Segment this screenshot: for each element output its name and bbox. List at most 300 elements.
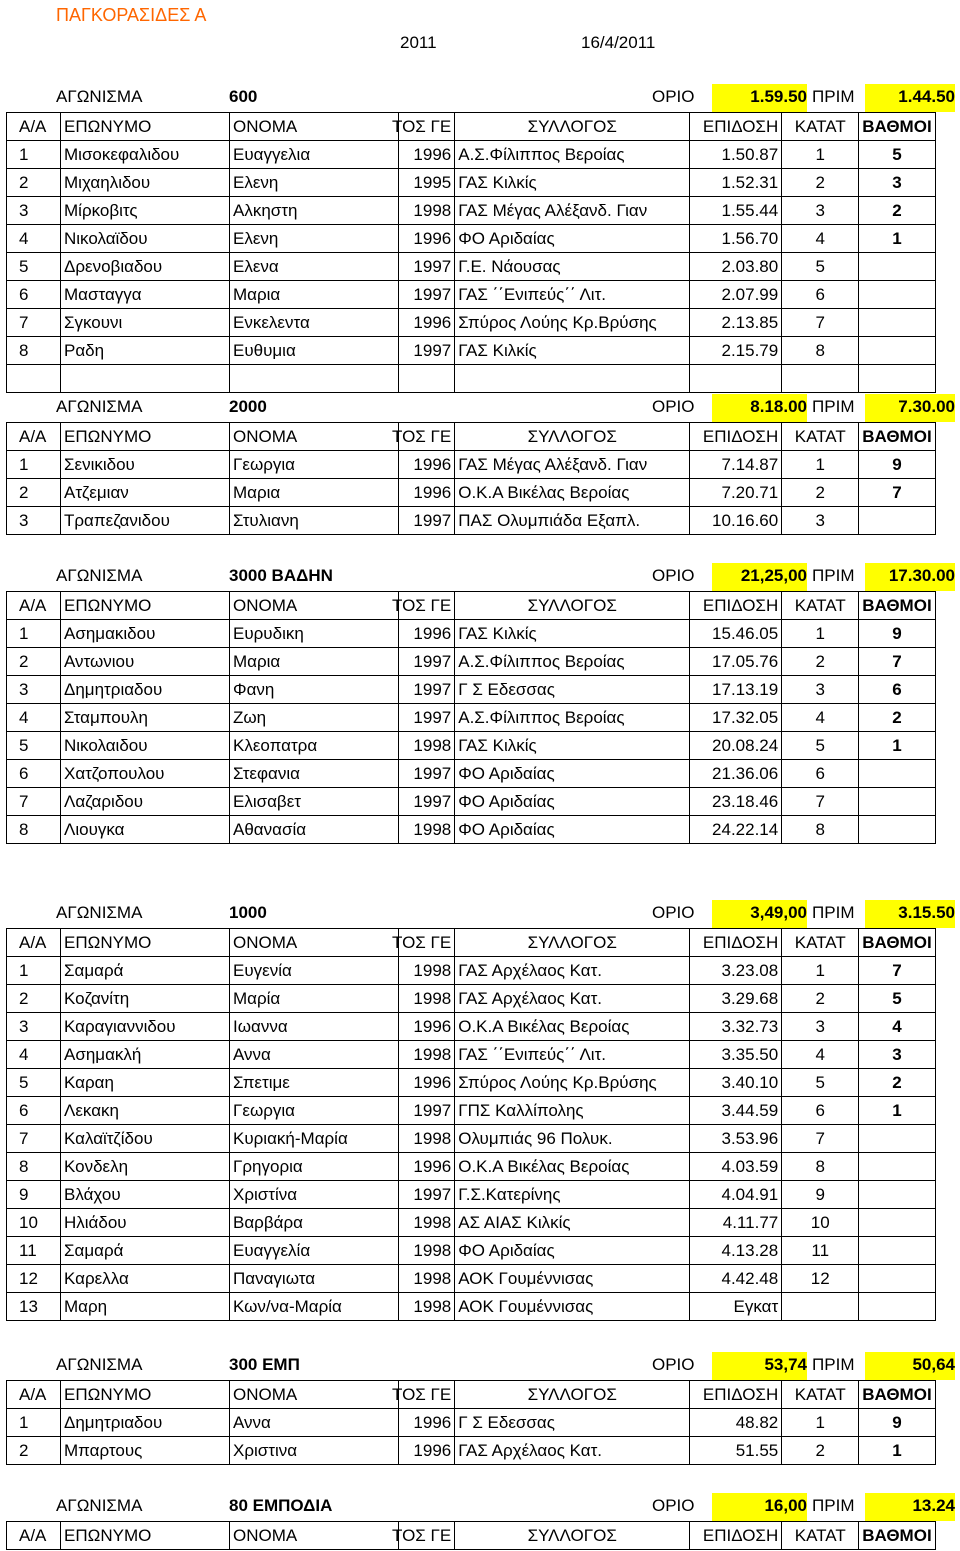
surname-cell: Μιχαηλιδου — [61, 169, 230, 197]
points-cell: 1 — [859, 225, 935, 253]
bonus-value: 13.24 — [865, 1493, 955, 1521]
column-header: ΚΑΤΑΤ — [782, 1522, 859, 1550]
surname-cell: Σαμαρά — [61, 957, 230, 985]
limit-label: ΟΡΙΟ — [652, 903, 695, 922]
table-row — [7, 281, 936, 309]
limit-label: ΟΡΙΟ — [652, 566, 695, 585]
performance-cell: 10.16.60 — [690, 507, 782, 535]
points-cell — [859, 788, 935, 816]
table-row — [7, 479, 936, 507]
club-cell: ΠΑΣ Ολυμπιάδα Εξαπλ. — [455, 507, 690, 535]
table-row — [7, 1153, 936, 1181]
club-cell: Ο.Κ.Α Βικέλας Βεροίας — [455, 479, 690, 507]
bonus-value: 50,64 — [865, 1352, 955, 1380]
column-header: ΒΑΘΜΟΙ — [859, 1522, 935, 1550]
club-cell: Γ.Ε. Νάουσας — [455, 253, 690, 281]
table-row — [7, 507, 936, 535]
rank-cell: 1 — [7, 451, 61, 479]
table-row — [7, 1293, 936, 1321]
club-cell: Ο.Κ.Α Βικέλας Βεροίας — [455, 1013, 690, 1041]
performance-cell: 51.55 — [690, 1437, 782, 1465]
event-name: 600 — [229, 87, 258, 106]
event-header — [0, 900, 960, 928]
surname-cell: Ατζεμιαν — [61, 479, 230, 507]
surname-cell: Καρελλα — [61, 1265, 230, 1293]
club-cell: Α.Σ.Φίλιππος Βεροίας — [455, 704, 690, 732]
placing-cell — [782, 365, 859, 393]
table-row — [7, 676, 936, 704]
column-header: ΕΠΙΔΟΣΗ — [690, 113, 782, 141]
placing-cell: 5 — [782, 732, 859, 760]
firstname-cell: Ιωαννα — [230, 1013, 399, 1041]
rank-cell: 12 — [7, 1265, 61, 1293]
placing-cell: 2 — [782, 1437, 859, 1465]
event-section — [0, 1493, 960, 1550]
points-cell: 3 — [859, 169, 935, 197]
firstname-cell: Μαρια — [230, 281, 399, 309]
points-cell — [859, 816, 935, 844]
event-section — [0, 1352, 960, 1465]
rank-cell: 7 — [7, 1125, 61, 1153]
column-header: ΚΑΤΑΤ — [782, 423, 859, 451]
performance-cell: 3.53.96 — [690, 1125, 782, 1153]
performance-cell: 2.03.80 — [690, 253, 782, 281]
column-header: Α/Α — [7, 1381, 61, 1409]
column-header: ΣΥΛΛΟΓΟΣ — [455, 1381, 690, 1409]
placing-cell: 4 — [782, 704, 859, 732]
birthyear-cell: 1998 — [399, 1041, 455, 1069]
column-header: ΤΟΣ ΓΕ — [399, 929, 455, 957]
column-header: ΕΠΩΝΥΜΟ — [61, 929, 230, 957]
column-header: ΕΠΙΔΟΣΗ — [690, 1522, 782, 1550]
surname-cell: Κοζανίτη — [61, 985, 230, 1013]
placing-cell: 4 — [782, 225, 859, 253]
bonus-value: 17.30.00 — [865, 563, 955, 591]
club-cell: ΦΟ Αριδαίας — [455, 816, 690, 844]
table-row — [7, 1041, 936, 1069]
firstname-cell: Αλκηστη — [230, 197, 399, 225]
surname-cell: Αντωνιου — [61, 648, 230, 676]
column-header: ΟΝΟΜΑ — [230, 592, 399, 620]
rank-cell: 10 — [7, 1209, 61, 1237]
table-row — [7, 1409, 936, 1437]
firstname-cell: Φανη — [230, 676, 399, 704]
table-row — [7, 1437, 936, 1465]
column-header: ΣΥΛΛΟΓΟΣ — [455, 113, 690, 141]
surname-cell: Μπαρτους — [61, 1437, 230, 1465]
event-header — [0, 1493, 960, 1521]
club-cell: ΦΟ Αριδαίας — [455, 760, 690, 788]
rank-cell: 1 — [7, 957, 61, 985]
table-row — [7, 788, 936, 816]
rank-cell: 4 — [7, 1041, 61, 1069]
event-label: ΑΓΩΝΙΣΜΑ — [56, 1355, 143, 1374]
firstname-cell: Ευρυδικη — [230, 620, 399, 648]
placing-cell: 1 — [782, 451, 859, 479]
table-row — [7, 337, 936, 365]
event-section — [0, 900, 960, 1321]
birthyear-cell: 1997 — [399, 704, 455, 732]
column-header: ΚΑΤΑΤ — [782, 1381, 859, 1409]
table-row — [7, 1237, 936, 1265]
rank-cell: 1 — [7, 1409, 61, 1437]
event-label: ΑΓΩΝΙΣΜΑ — [56, 87, 143, 106]
rank-cell: 8 — [7, 816, 61, 844]
rank-cell — [7, 365, 61, 393]
placing-cell: 3 — [782, 507, 859, 535]
placing-cell: 7 — [782, 788, 859, 816]
firstname-cell: Ελενα — [230, 253, 399, 281]
column-header: ΕΠΩΝΥΜΟ — [61, 113, 230, 141]
column-header: ΤΟΣ ΓΕ — [399, 592, 455, 620]
column-header: ΕΠΙΔΟΣΗ — [690, 592, 782, 620]
column-header: ΤΟΣ ΓΕ — [399, 113, 455, 141]
firstname-cell: Ευαγγελια — [230, 141, 399, 169]
column-header: ΕΠΙΔΟΣΗ — [690, 929, 782, 957]
points-cell: 9 — [859, 451, 935, 479]
rank-cell: 2 — [7, 1437, 61, 1465]
surname-cell — [61, 365, 230, 393]
surname-cell: Σαμαρά — [61, 1237, 230, 1265]
club-cell: ΑΟΚ Γουμέννισας — [455, 1265, 690, 1293]
birthyear-cell: 1997 — [399, 281, 455, 309]
surname-cell: Ραδη — [61, 337, 230, 365]
birthyear-cell: 1996 — [399, 620, 455, 648]
column-header: ΕΠΩΝΥΜΟ — [61, 1381, 230, 1409]
club-cell: Ολυμπιάς 96 Πολυκ. — [455, 1125, 690, 1153]
table-row — [7, 141, 936, 169]
club-cell: ΓΑΣ Κιλκίς — [455, 620, 690, 648]
bonus-label: ΠΡΙΜ — [812, 397, 855, 416]
rank-cell: 3 — [7, 507, 61, 535]
limit-value: 16,00 — [712, 1493, 807, 1521]
bonus-label: ΠΡΙΜ — [812, 903, 855, 922]
column-header: ΤΟΣ ΓΕ — [399, 1381, 455, 1409]
limit-value: 21,25,00 — [712, 563, 807, 591]
performance-cell: 17.13.19 — [690, 676, 782, 704]
club-cell: ΓΑΣ Αρχέλαος Κατ. — [455, 1437, 690, 1465]
performance-cell: 4.11.77 — [690, 1209, 782, 1237]
points-cell — [859, 281, 935, 309]
table-row — [7, 816, 936, 844]
points-cell: 2 — [859, 1069, 935, 1097]
points-cell — [859, 1153, 935, 1181]
performance-cell: 23.18.46 — [690, 788, 782, 816]
event-header — [0, 394, 960, 422]
points-cell — [859, 1181, 935, 1209]
birthyear-cell: 1998 — [399, 732, 455, 760]
points-cell — [859, 365, 935, 393]
event-header — [0, 563, 960, 591]
club-cell: ΓΑΣ ΄΄Ενιπεύς΄΄ Λιτ. — [455, 1041, 690, 1069]
points-cell: 3 — [859, 1041, 935, 1069]
event-name: 3000 ΒΑΔΗΝ — [229, 566, 333, 585]
birthyear-cell — [399, 365, 455, 393]
performance-cell: 4.03.59 — [690, 1153, 782, 1181]
column-header: ΟΝΟΜΑ — [230, 1381, 399, 1409]
firstname-cell: Ευθυμια — [230, 337, 399, 365]
points-cell — [859, 1265, 935, 1293]
surname-cell: Νικολαϊδου — [61, 225, 230, 253]
results-table — [6, 591, 936, 844]
rank-cell: 7 — [7, 309, 61, 337]
placing-cell: 6 — [782, 281, 859, 309]
rank-cell: 3 — [7, 1013, 61, 1041]
column-header: ΣΥΛΛΟΓΟΣ — [455, 592, 690, 620]
column-header: ΕΠΩΝΥΜΟ — [61, 592, 230, 620]
column-header: ΚΑΤΑΤ — [782, 592, 859, 620]
performance-cell: 21.36.06 — [690, 760, 782, 788]
birthyear-cell: 1998 — [399, 957, 455, 985]
event-name: 300 ΕΜΠ — [229, 1355, 300, 1374]
limit-label: ΟΡΙΟ — [652, 87, 695, 106]
limit-value: 8.18.00 — [712, 394, 807, 422]
page-title: ΠΑΓΚΟΡΑΣΙΔΕΣ Α — [56, 5, 207, 25]
surname-cell: Καλαϊτζίδου — [61, 1125, 230, 1153]
birthyear-cell: 1997 — [399, 507, 455, 535]
column-header: ΒΑΘΜΟΙ — [859, 423, 935, 451]
table-row — [7, 1181, 936, 1209]
surname-cell: Κονδελη — [61, 1153, 230, 1181]
column-header: ΣΥΛΛΟΓΟΣ — [455, 929, 690, 957]
birthyear-cell: 1996 — [399, 1437, 455, 1465]
firstname-cell: Παναγιωτα — [230, 1265, 399, 1293]
placing-cell: 1 — [782, 1409, 859, 1437]
club-cell: ΦΟ Αριδαίας — [455, 1237, 690, 1265]
table-row — [7, 760, 936, 788]
surname-cell: Μισοκεφαλιδου — [61, 141, 230, 169]
firstname-cell: Ελισαβετ — [230, 788, 399, 816]
column-header: ΒΑΘΜΟΙ — [859, 113, 935, 141]
club-cell: ΦΟ Αριδαίας — [455, 788, 690, 816]
event-header — [0, 1352, 960, 1380]
rank-cell: 6 — [7, 281, 61, 309]
firstname-cell: Ευγενία — [230, 957, 399, 985]
club-cell: ΓΑΣ Μέγας Αλέξανδ. Γιαν — [455, 197, 690, 225]
performance-cell: 1.50.87 — [690, 141, 782, 169]
table-row — [7, 704, 936, 732]
column-header: ΣΥΛΛΟΓΟΣ — [455, 423, 690, 451]
performance-cell: 3.35.50 — [690, 1041, 782, 1069]
firstname-cell: Στεφανια — [230, 760, 399, 788]
rank-cell: 8 — [7, 1153, 61, 1181]
performance-cell: 3.44.59 — [690, 1097, 782, 1125]
firstname-cell: Χριστινα — [230, 1437, 399, 1465]
year-label: 2011 — [400, 33, 437, 52]
firstname-cell: Ελενη — [230, 225, 399, 253]
table-row — [7, 1125, 936, 1153]
bonus-label: ΠΡΙΜ — [812, 1496, 855, 1515]
performance-cell: 4.13.28 — [690, 1237, 782, 1265]
placing-cell: 1 — [782, 141, 859, 169]
table-row — [7, 1209, 936, 1237]
table-row — [7, 1013, 936, 1041]
surname-cell: Βλάχου — [61, 1181, 230, 1209]
performance-cell: 20.08.24 — [690, 732, 782, 760]
rank-cell: 6 — [7, 1097, 61, 1125]
rank-cell: 3 — [7, 676, 61, 704]
firstname-cell: Γρηγορια — [230, 1153, 399, 1181]
birthyear-cell: 1998 — [399, 1209, 455, 1237]
surname-cell: Σγκουνι — [61, 309, 230, 337]
table-row — [7, 957, 936, 985]
placing-cell: 4 — [782, 1041, 859, 1069]
rank-cell: 3 — [7, 197, 61, 225]
placing-cell: 2 — [782, 648, 859, 676]
table-header-row — [7, 592, 936, 620]
table-header-row — [7, 1381, 936, 1409]
placing-cell: 6 — [782, 760, 859, 788]
performance-cell: 17.05.76 — [690, 648, 782, 676]
points-cell: 1 — [859, 1097, 935, 1125]
points-cell: 4 — [859, 1013, 935, 1041]
rank-cell: 2 — [7, 169, 61, 197]
table-header-row — [7, 1522, 936, 1550]
column-header: Α/Α — [7, 929, 61, 957]
placing-cell: 11 — [782, 1237, 859, 1265]
birthyear-cell: 1997 — [399, 788, 455, 816]
points-cell: 6 — [859, 676, 935, 704]
column-header: ΟΝΟΜΑ — [230, 1522, 399, 1550]
performance-cell: 3.32.73 — [690, 1013, 782, 1041]
birthyear-cell: 1996 — [399, 1013, 455, 1041]
placing-cell: 3 — [782, 676, 859, 704]
placing-cell: 9 — [782, 1181, 859, 1209]
rank-cell: 13 — [7, 1293, 61, 1321]
birthyear-cell: 1996 — [399, 451, 455, 479]
performance-cell: 1.52.31 — [690, 169, 782, 197]
rank-cell: 2 — [7, 985, 61, 1013]
table-row — [7, 1097, 936, 1125]
limit-label: ΟΡΙΟ — [652, 1496, 695, 1515]
birthyear-cell: 1997 — [399, 337, 455, 365]
firstname-cell: Βαρβάρα — [230, 1209, 399, 1237]
surname-cell: Μαρη — [61, 1293, 230, 1321]
birthyear-cell: 1996 — [399, 141, 455, 169]
birthyear-cell: 1996 — [399, 479, 455, 507]
points-cell: 2 — [859, 704, 935, 732]
firstname-cell: Αθανασία — [230, 816, 399, 844]
club-cell: ΑΟΚ Γουμέννισας — [455, 1293, 690, 1321]
firstname-cell: Γεωργια — [230, 1097, 399, 1125]
placing-cell — [782, 1293, 859, 1321]
points-cell: 1 — [859, 1437, 935, 1465]
placing-cell: 2 — [782, 169, 859, 197]
firstname-cell — [230, 365, 399, 393]
limit-value: 1.59.50 — [712, 84, 807, 112]
surname-cell: Καραη — [61, 1069, 230, 1097]
surname-cell: Δρενοβιαδου — [61, 253, 230, 281]
table-header-row — [7, 113, 936, 141]
firstname-cell: Αννα — [230, 1041, 399, 1069]
performance-cell: 15.46.05 — [690, 620, 782, 648]
performance-cell: 3.29.68 — [690, 985, 782, 1013]
results-table — [6, 1380, 936, 1465]
rank-cell: 5 — [7, 1069, 61, 1097]
club-cell: Α.Σ.Φίλιππος Βεροίας — [455, 141, 690, 169]
column-header: ΚΑΤΑΤ — [782, 929, 859, 957]
birthyear-cell: 1996 — [399, 309, 455, 337]
firstname-cell: Ευαγγελία — [230, 1237, 399, 1265]
rank-cell: 2 — [7, 479, 61, 507]
event-label: ΑΓΩΝΙΣΜΑ — [56, 397, 143, 416]
club-cell: ΓΑΣ Μέγας Αλέξανδ. Γιαν — [455, 451, 690, 479]
column-header: ΕΠΙΔΟΣΗ — [690, 1381, 782, 1409]
placing-cell: 2 — [782, 985, 859, 1013]
firstname-cell: Κυριακή-Μαρία — [230, 1125, 399, 1153]
event-label: ΑΓΩΝΙΣΜΑ — [56, 903, 143, 922]
club-cell: Σπύρος Λούης Κρ.Βρύσης — [455, 309, 690, 337]
bonus-value: 1.44.50 — [865, 84, 955, 112]
table-row — [7, 985, 936, 1013]
performance-cell: 7.14.87 — [690, 451, 782, 479]
column-header: ΕΠΙΔΟΣΗ — [690, 423, 782, 451]
results-table — [6, 1521, 936, 1550]
firstname-cell: Κων/να-Μαρία — [230, 1293, 399, 1321]
placing-cell: 8 — [782, 1153, 859, 1181]
rank-cell: 2 — [7, 648, 61, 676]
firstname-cell: Μαρια — [230, 648, 399, 676]
placing-cell: 8 — [782, 337, 859, 365]
surname-cell: Μασταγγα — [61, 281, 230, 309]
placing-cell: 10 — [782, 1209, 859, 1237]
table-row — [7, 197, 936, 225]
performance-cell: 2.13.85 — [690, 309, 782, 337]
points-cell: 1 — [859, 732, 935, 760]
club-cell: ΓΠΣ Καλλίπολης — [455, 1097, 690, 1125]
column-header: ΒΑΘΜΟΙ — [859, 592, 935, 620]
surname-cell: Ασημακιδου — [61, 620, 230, 648]
placing-cell: 12 — [782, 1265, 859, 1293]
birthyear-cell: 1998 — [399, 1293, 455, 1321]
bonus-label: ΠΡΙΜ — [812, 87, 855, 106]
surname-cell: Τραπεζανιδου — [61, 507, 230, 535]
firstname-cell: Ελενη — [230, 169, 399, 197]
club-cell: ΓΑΣ Κιλκίς — [455, 732, 690, 760]
firstname-cell: Κλεοπατρα — [230, 732, 399, 760]
points-cell — [859, 1293, 935, 1321]
firstname-cell: Μαρια — [230, 479, 399, 507]
performance-cell: 24.22.14 — [690, 816, 782, 844]
club-cell: ΓΑΣ Κιλκίς — [455, 169, 690, 197]
firstname-cell: Χριστίνα — [230, 1181, 399, 1209]
performance-cell: 17.32.05 — [690, 704, 782, 732]
column-header: ΕΠΩΝΥΜΟ — [61, 423, 230, 451]
placing-cell: 3 — [782, 197, 859, 225]
surname-cell: Δημητριαδου — [61, 1409, 230, 1437]
points-cell: 2 — [859, 197, 935, 225]
surname-cell: Λιουγκα — [61, 816, 230, 844]
table-header-row — [7, 929, 936, 957]
rank-cell: 4 — [7, 704, 61, 732]
club-cell: Γ.Σ.Κατερίνης — [455, 1181, 690, 1209]
column-header: ΤΟΣ ΓΕ — [399, 1522, 455, 1550]
surname-cell: Νικολαιδου — [61, 732, 230, 760]
performance-cell: Εγκατ — [690, 1293, 782, 1321]
points-cell — [859, 1125, 935, 1153]
points-cell: 7 — [859, 648, 935, 676]
table-header-row — [7, 423, 936, 451]
firstname-cell: Γεωργια — [230, 451, 399, 479]
performance-cell — [690, 365, 782, 393]
performance-cell: 3.40.10 — [690, 1069, 782, 1097]
birthyear-cell: 1996 — [399, 1153, 455, 1181]
table-row — [7, 169, 936, 197]
birthyear-cell: 1996 — [399, 1409, 455, 1437]
table-row — [7, 732, 936, 760]
placing-cell: 3 — [782, 1013, 859, 1041]
birthyear-cell: 1997 — [399, 253, 455, 281]
